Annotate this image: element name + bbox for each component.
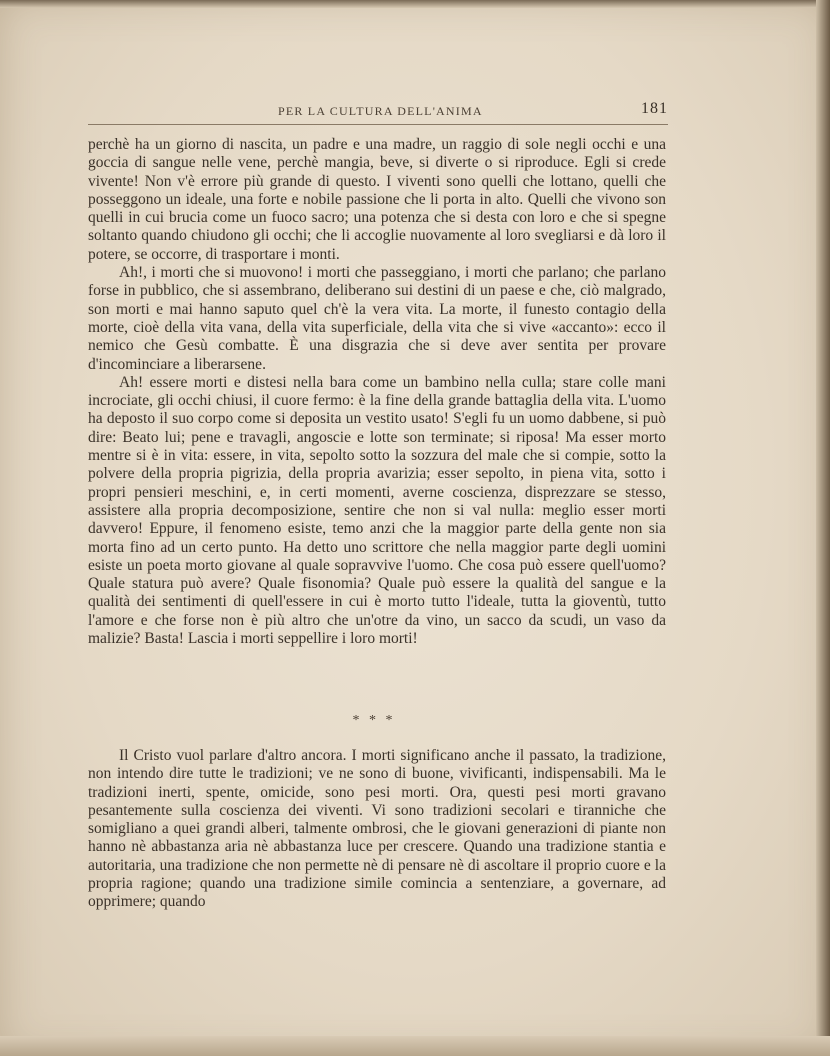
section-separator: * * * bbox=[352, 713, 396, 728]
page-bottom-edge bbox=[0, 1036, 830, 1056]
header-rule bbox=[88, 124, 668, 125]
body-text-continued bbox=[88, 747, 666, 912]
paragraph: Il Cristo vuol parlare d'altro ancora. I morti significano anche il passato, la tradizione, non intendo dire tutte le tradizioni; ve ne sono di buone, vivificanti, indispensabili. Ma le tradizioni inerti, spente, omicide, sono pesi morti. Ora, questi pesi morti gravano pesantemente sulla coscienza dei viventi. Vi sono tradizioni secolari e tiranniche che somigliano a quei grandi alberi, talmente ombrosi, che le giovani generazioni di piante non hanno nè abbastanza aria nè abbastanza luce per crescere. Quando una tradizione stantia e autoritaria, una tradizione che non permette nè di pensare nè di ascoltare il proprio cuore e la propria ragione; quando una tradizione simile comincia a sentenziare, a governare, ad opprimere; quando bbox=[88, 747, 666, 911]
paragraph: Ah!, i morti che si muovono! i morti che passeggiano, i morti che parlano; che parlano forse in pubblico, che si assembrano, deliberano sui destini di un paese e che, ciò malgrado, son morti e mai hanno saputo quel ch'è la vera vita. La morte, il funesto contagio della morte, cioè della vita vana, della vita superficiale, della vita che si vive «accanto»: ecco il nemico che Gesù combatte. È una disgrazia che si deve aver sentita per provare d'incominciare a liberarsene. bbox=[88, 264, 666, 373]
page-number: 181 bbox=[641, 100, 668, 117]
paragraph: perchè ha un giorno di nascita, un padre e una madre, un raggio di sole negli occhi e una goccia di sangue nelle vene, perchè mangia, beve, si diverte o si riproduce. Egli si crede vivente! Non v'è errore più grande di questo. I viventi sono quelli che lottano, quelli che posseggono un ideale, una forte e nobile passione che li porta in alto. Quelli che vivono son quelli in cui brucia come un fuoco sacro; una potenza che si desta con loro e che si spegne soltanto quando chiudono gli occhi; che li accoglie nuovamente al loro svegliarsi e dà loro il potere, se occorre, di trasportare i monti. bbox=[88, 136, 666, 263]
body-text bbox=[88, 136, 666, 648]
page-right-edge bbox=[816, 0, 830, 1056]
page-header bbox=[88, 100, 668, 124]
paragraph: Ah! essere morti e distesi nella bara come un bambino nella culla; stare colle mani incrociate, gli occhi chiusi, il cuore fermo: è la fine della grande battaglia della vita. L'uomo ha deposto il suo corpo come si deposita un vestito usato! S'egli fu un uomo dabbene, si può dire: Beato lui; pene e travagli, angoscie e lotte son terminate; si riposa! Ma esser morto mentre si è in vita: essere, in vita, sepolto sotto la sozzura del male che si compie, sotto la polvere della propria pigrizia, della propria avarizia; esser sepolto, in piena vita, sotto i propri pensieri meschini, e, in certi momenti, averne coscienza, disprezzare se stesso, assistere alla propria decomposizione, sentire che non si val nulla: meglio esser morti davvero! Eppure, il fenomeno esiste, temo anzi che la maggior parte della gente non sia morta fino ad un certo punto. Ha detto uno scrittore che nella maggior parte degli uomini esiste un poeta morto giovane al quale sopravvive l'uomo. Che cosa può essere quell'uomo? Quale statura può avere? Quale fisonomia? Quale può essere la qualità del sangue e la qualità dei sentimenti di quell'essere in cui è morto tutto l'ideale, tutta la gioventù, tutto l'amore e che forse non è più altro che un'otre da vino, un sacco da scudi, un vaso da malizie? Basta! Lascia i morti seppellire i loro morti! bbox=[88, 373, 666, 648]
page-top-edge bbox=[0, 0, 830, 8]
running-head: PER LA CULTURA DELL'ANIMA bbox=[278, 104, 483, 118]
